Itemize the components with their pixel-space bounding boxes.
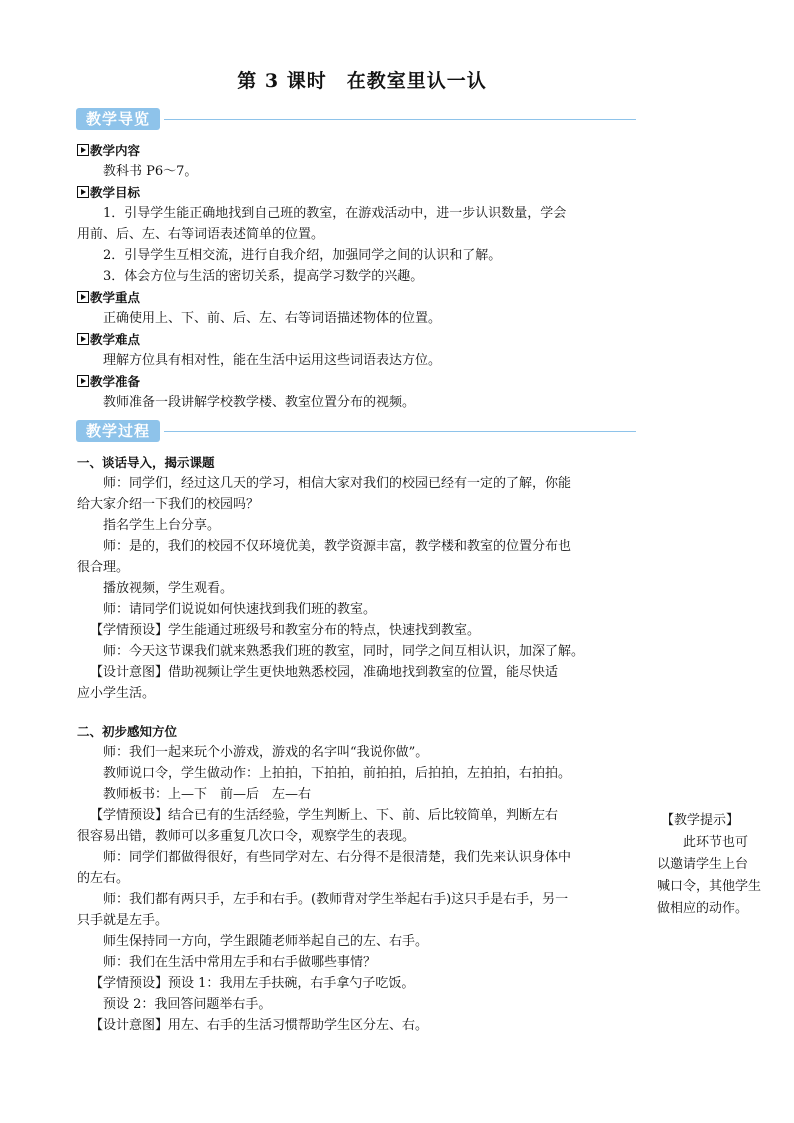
part-2 <box>77 721 607 1036</box>
content-heading: 教学内容 <box>77 140 607 161</box>
paragraph-line: 师：我们一起来玩个小游戏，游戏的名字叫“我说你做”。 <box>103 745 429 760</box>
paragraph-line: 给大家介绍一下我们的校园吗？ <box>77 497 260 512</box>
paragraph-line: 【学情预设】学生能通过班级号和教室分布的特点，快速找到教室。 <box>90 623 481 638</box>
paragraph-line: 应小学生活。 <box>77 686 156 701</box>
page-title: 第 3 课时 在教室里认一认 <box>237 70 487 92</box>
play-icon <box>77 144 89 156</box>
content-text: 教科书 P6～7。 <box>103 164 198 179</box>
paragraph-line: 师：我们在生活中常用左手和右手做哪些事情？ <box>103 955 377 970</box>
paragraph-line: 师：同学们都做得很好，有些同学对左、右分得不是很清楚，我们先来认识身体中 <box>103 850 572 865</box>
paragraph-line: 师：今天这节课我们就来熟悉我们班的教室，同时，同学之间互相认识，加深了解。 <box>103 644 585 659</box>
section-banner-process <box>76 420 636 444</box>
paragraph-line: 【设计意图】用左、右手的生活习惯帮助学生区分左、右。 <box>90 1018 429 1033</box>
teaching-tip-line: 做相应的动作。 <box>657 901 749 916</box>
paragraph-line: 只手就是左手。 <box>77 913 169 928</box>
paragraph-line: 师：请同学们说说如何快速找到我们班的教室。 <box>103 602 377 617</box>
goal-1-cont: 用前、后、左、右等词语表述简单的位置。 <box>77 227 325 242</box>
teaching-tip-label: 【教学提示】 <box>661 813 740 828</box>
play-icon <box>77 333 89 345</box>
teaching-tip-line: 此环节也可 <box>683 835 749 850</box>
guide-section <box>77 140 607 413</box>
paragraph-line: 师：是的，我们的校园不仅环境优美，教学资源丰富，教学楼和教室的位置分布也 <box>103 539 572 554</box>
teaching-tip <box>657 810 773 920</box>
paragraph-line: 播放视频，学生观看。 <box>103 581 234 596</box>
paragraph-line: 【设计意图】借助视频让学生更快地熟悉校园，准确地找到教室的位置，能尽快适 <box>90 665 559 680</box>
goals-heading: 教学目标 <box>77 182 607 203</box>
paragraph-line: 【学情预设】预设 1：我用左手扶碗，右手拿勺子吃饭。 <box>90 976 415 991</box>
key-heading: 教学重点 <box>77 287 607 308</box>
part-1-heading: 一、谈话导入，揭示课题 <box>77 455 215 470</box>
prep-heading: 教学准备 <box>77 371 607 392</box>
banner-divider <box>164 431 636 432</box>
paragraph-line: 师生保持同一方向，学生跟随老师举起自己的左、右手。 <box>103 934 429 949</box>
goal-2: 2．引导学生互相交流，进行自我介绍，加强同学之间的认识和了解。 <box>103 248 502 263</box>
prep-text: 教师准备一段讲解学校教学楼、教室位置分布的视频。 <box>103 395 416 410</box>
part-1 <box>77 452 607 704</box>
paragraph-line: 师：我们都有两只手，左手和右手。(教师背对学生举起右手)这只手是右手，另一 <box>103 892 569 907</box>
banner-label-guide: 教学导览 <box>76 108 160 130</box>
difficulty-text: 理解方位具有相对性，能在生活中运用这些词语表达方位。 <box>103 353 442 368</box>
teaching-tip-line: 喊口令，其他学生 <box>657 879 762 894</box>
key-text: 正确使用上、下、前、后、左、右等词语描述物体的位置。 <box>103 311 442 326</box>
paragraph-line: 很合理。 <box>77 560 130 575</box>
paragraph-line: 指名学生上台分享。 <box>103 518 221 533</box>
paragraph-line: 教师说口令，学生做动作：上拍拍，下拍拍，前拍拍，后拍拍，左拍拍，右拍拍。 <box>103 766 572 781</box>
paragraph-line: 预设 2：我回答问题举右手。 <box>103 997 272 1012</box>
banner-divider <box>164 119 636 120</box>
play-icon <box>77 291 89 303</box>
play-icon <box>77 186 89 198</box>
banner-label-process: 教学过程 <box>76 420 160 442</box>
play-icon <box>77 375 89 387</box>
section-banner-guide <box>76 108 636 132</box>
paragraph-line: 的左右。 <box>77 871 130 886</box>
difficulty-heading: 教学难点 <box>77 329 607 350</box>
paragraph-line: 教师板书：上—下 前—后 左—右 <box>103 787 312 802</box>
paragraph-line: 师：同学们，经过这几天的学习，相信大家对我们的校园已经有一定的了解，你能 <box>103 476 572 491</box>
goal-3: 3．体会方位与生活的密切关系，提高学习数学的兴趣。 <box>103 269 424 284</box>
paragraph-line: 【学情预设】结合已有的生活经验，学生判断上、下、前、后比较简单，判断左右 <box>90 808 559 823</box>
part-2-heading: 二、初步感知方位 <box>77 724 178 739</box>
teaching-tip-line: 以邀请学生上台 <box>657 857 749 872</box>
goal-1: 1．引导学生能正确地找到自己班的教室，在游戏活动中，进一步认识数量，学会 <box>103 206 567 221</box>
paragraph-line: 很容易出错，教师可以多重复几次口令，观察学生的表现。 <box>77 829 416 844</box>
